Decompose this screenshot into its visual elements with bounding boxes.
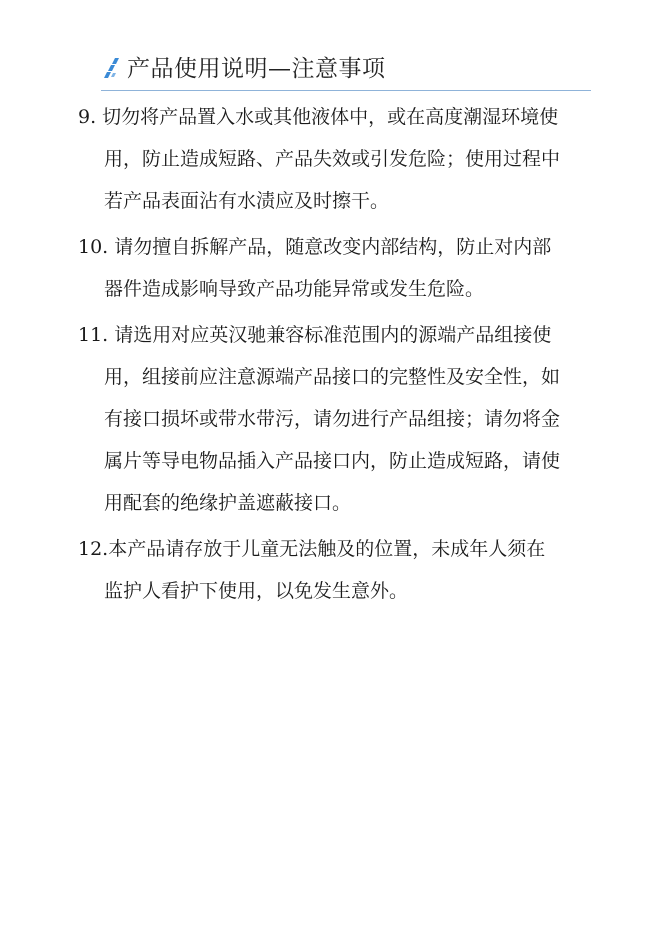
page-title: 产品使用说明—注意事项	[127, 56, 386, 82]
note-item-10	[78, 226, 594, 310]
note-line: 11. 请选用对应英汉驰兼容标准范围内的源端产品组接使	[78, 324, 552, 346]
note-item-11	[78, 314, 594, 524]
note-line: 若产品表面沾有水渍应及时擦干。	[104, 190, 390, 212]
note-line: 用，防止造成短路、产品失效或引发危险；使用过程中	[104, 148, 561, 170]
note-line: 12.本产品请存放于儿童无法触及的位置，未成年人须在	[78, 538, 546, 560]
note-line: 器件造成影响导致产品功能异常或发生危险。	[104, 278, 485, 300]
note-item-12	[78, 528, 594, 612]
section-header	[101, 52, 591, 91]
note-line: 属片等导电物品插入产品接口内，防止造成短路，请使	[104, 450, 561, 472]
note-line: 有接口损坏或带水带污，请勿进行产品组接；请勿将金	[104, 408, 561, 430]
note-item-9	[78, 96, 594, 222]
note-line: 用，组接前应注意源端产品接口的完整性及安全性，如	[104, 366, 561, 388]
stripes-icon	[101, 56, 123, 82]
notes-list	[78, 96, 594, 616]
note-line: 10. 请勿擅自拆解产品，随意改变内部结构，防止对内部	[78, 236, 552, 258]
note-line: 用配套的绝缘护盖遮蔽接口。	[104, 492, 352, 514]
note-line: 9. 切勿将产品置入水或其他液体中，或在高度潮湿环境使	[78, 106, 559, 128]
note-line: 监护人看护下使用，以免发生意外。	[104, 580, 409, 602]
